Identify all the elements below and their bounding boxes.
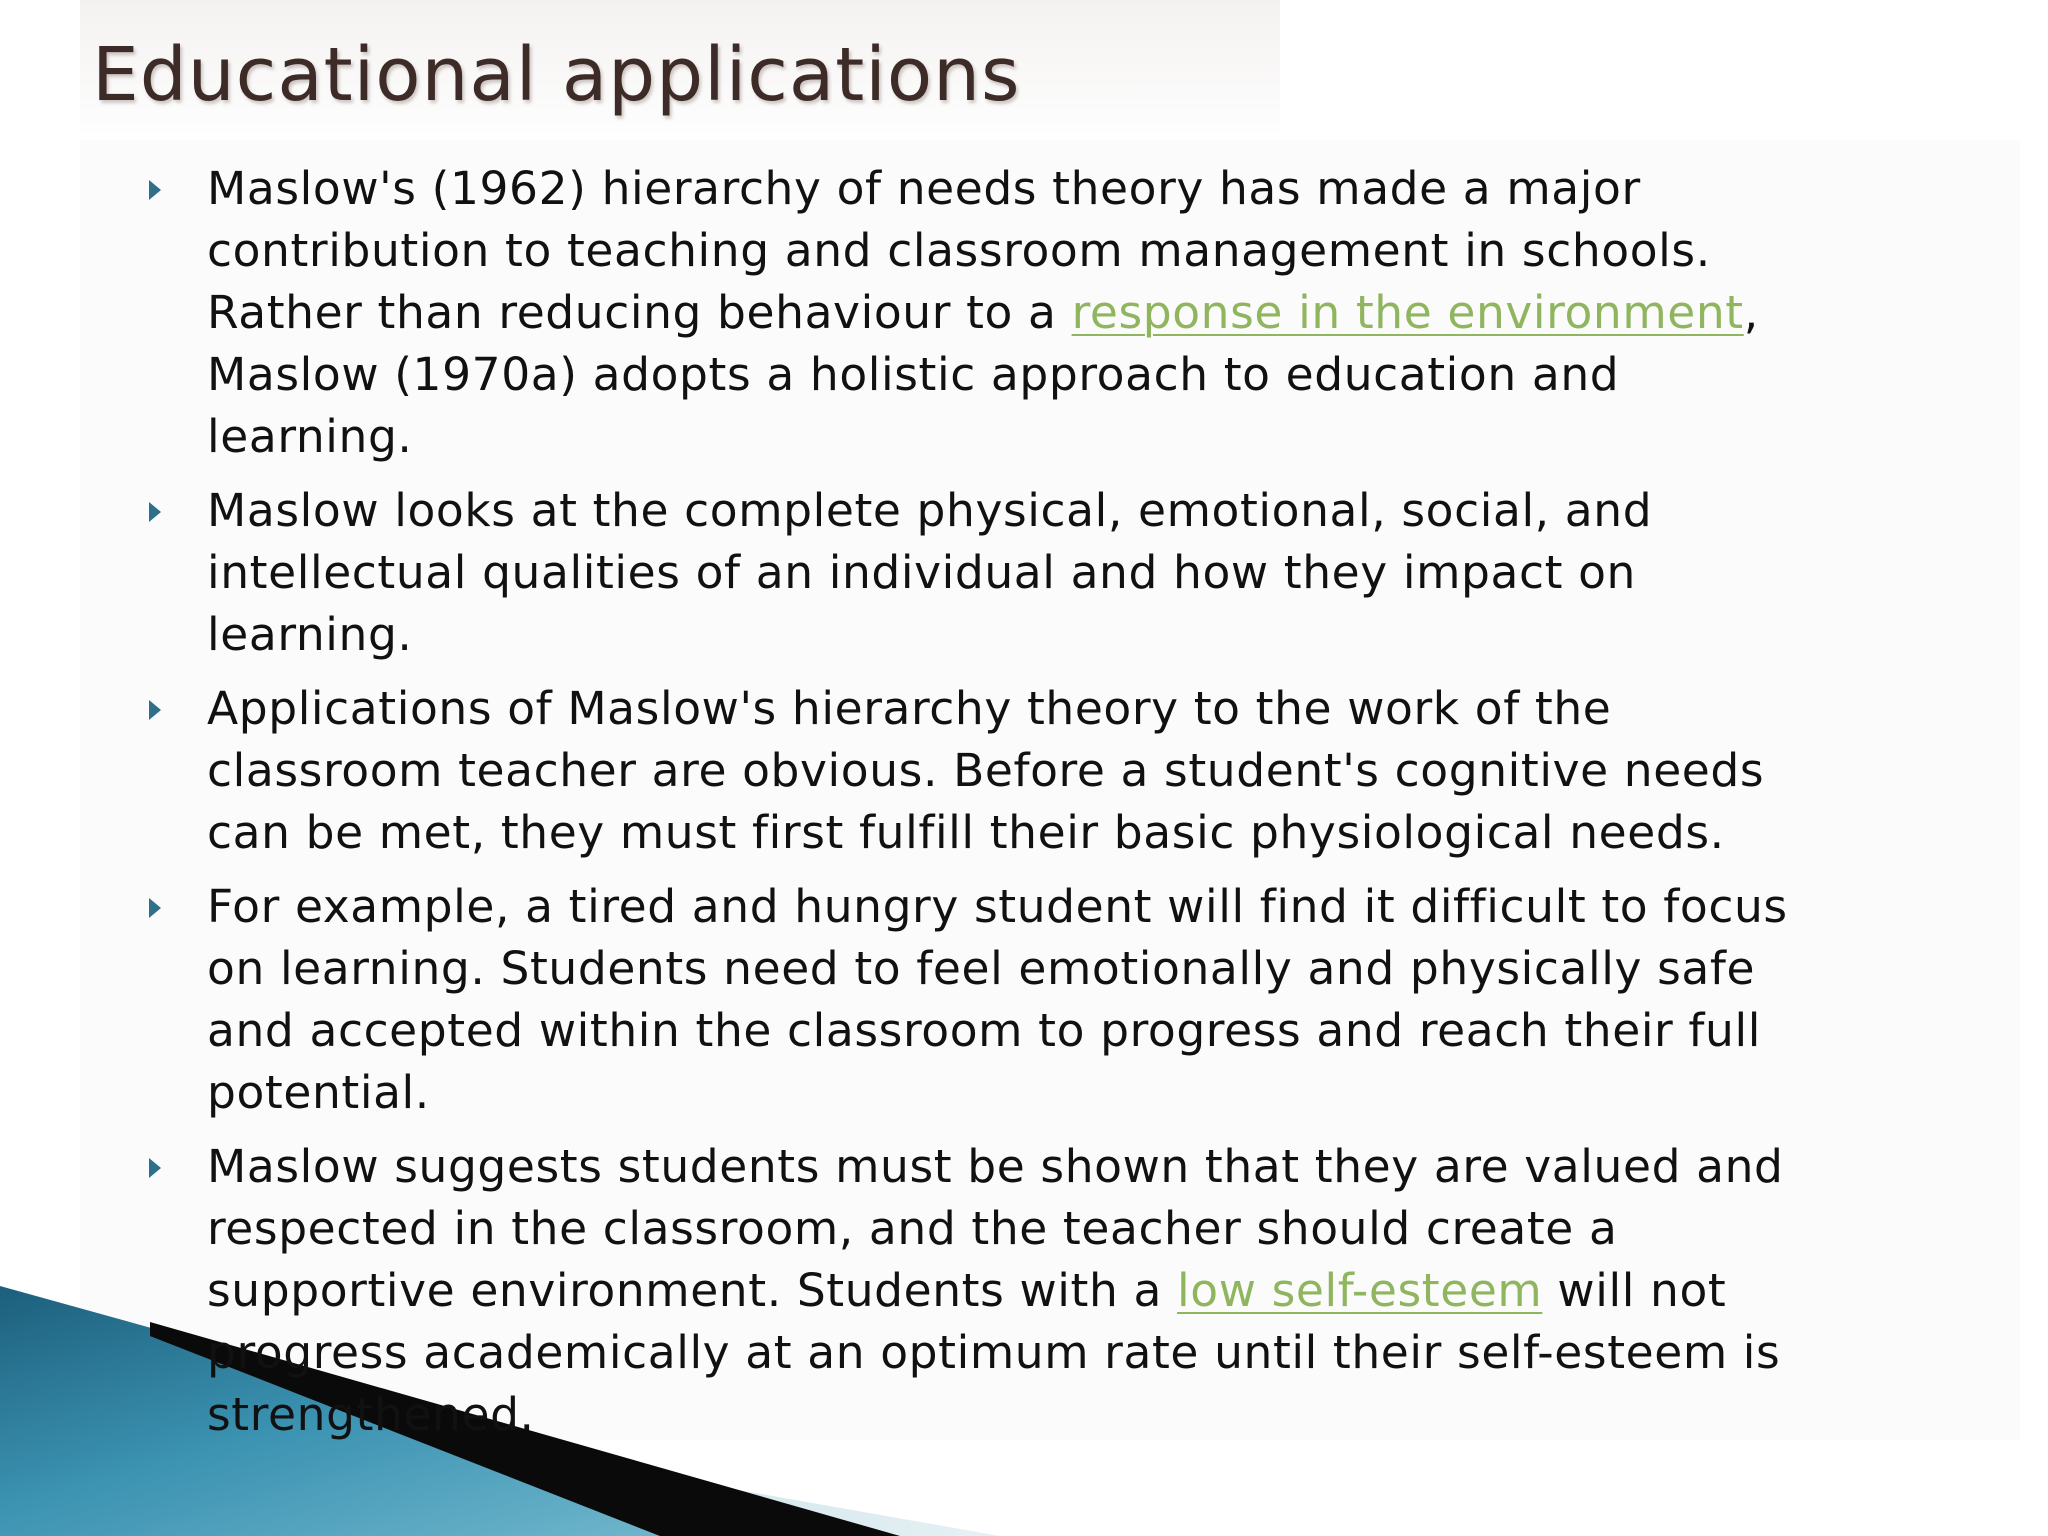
text-segment: Rather than reducing behaviour to a <box>207 286 1072 339</box>
text-segment: will not <box>1542 1264 1727 1317</box>
bullet-text-line: Maslow (1970a) adopts a holistic approach to education and <box>207 348 1620 401</box>
bullet-item <box>140 158 1940 468</box>
bullet-text-line: on learning. Students need to feel emotionally and physically safe <box>207 942 1756 995</box>
bullet-text-line: and accepted within the classroom to progress and reach their full <box>207 1004 1761 1057</box>
bullet-text-line: classroom teacher are obvious. Before a student's cognitive needs <box>207 744 1765 797</box>
bullet-text-line: learning. <box>207 410 413 463</box>
text-segment: , <box>1743 286 1759 339</box>
bullet-list <box>140 158 1940 1458</box>
bullet-arrow-icon <box>149 898 161 918</box>
bullet-text-line: For example, a tired and hungry student will find it difficult to focus <box>207 880 1788 933</box>
bullet-text-line: Maslow's (1962) hierarchy of needs theory has made a major <box>207 162 1641 215</box>
bullet-text-line: intellectual qualities of an individual and how they impact on <box>207 546 1636 599</box>
bullet-text-line: progress academically at an optimum rate until their self-esteem is <box>207 1326 1781 1379</box>
slide-title: Educational applications <box>92 32 1021 118</box>
text-segment: supportive environment. Students with a <box>207 1264 1178 1317</box>
bullet-arrow-icon <box>149 700 161 720</box>
bullet-text-line: strengthened. <box>207 1388 535 1441</box>
bullet-item <box>140 480 1940 666</box>
bullet-text-line: Applications of Maslow's hierarchy theory to the work of the <box>207 682 1612 735</box>
bullet-text-line: contribution to teaching and classroom management in schools. <box>207 224 1711 277</box>
bullet-text-line <box>207 1260 1940 1322</box>
bullet-text-line <box>207 282 1940 344</box>
bullet-text-line: can be met, they must first fulfill their basic physiological needs. <box>207 806 1725 859</box>
hyperlink[interactable]: response in the environment <box>1071 286 1744 339</box>
bullet-item <box>140 1136 1940 1446</box>
bullet-item <box>140 678 1940 864</box>
bullet-text-line: learning. <box>207 608 413 661</box>
bullet-arrow-icon <box>149 180 161 200</box>
bullet-text-line: Maslow looks at the complete physical, emotional, social, and <box>207 484 1653 537</box>
bullet-arrow-icon <box>149 1158 161 1178</box>
bullet-arrow-icon <box>149 502 161 522</box>
bullet-text-line: Maslow suggests students must be shown that they are valued and <box>207 1140 1784 1193</box>
bullet-text-line: potential. <box>207 1066 430 1119</box>
bullet-text-line: respected in the classroom, and the teacher should create a <box>207 1202 1618 1255</box>
hyperlink[interactable]: low self-esteem <box>1177 1264 1543 1317</box>
bullet-item <box>140 876 1940 1124</box>
